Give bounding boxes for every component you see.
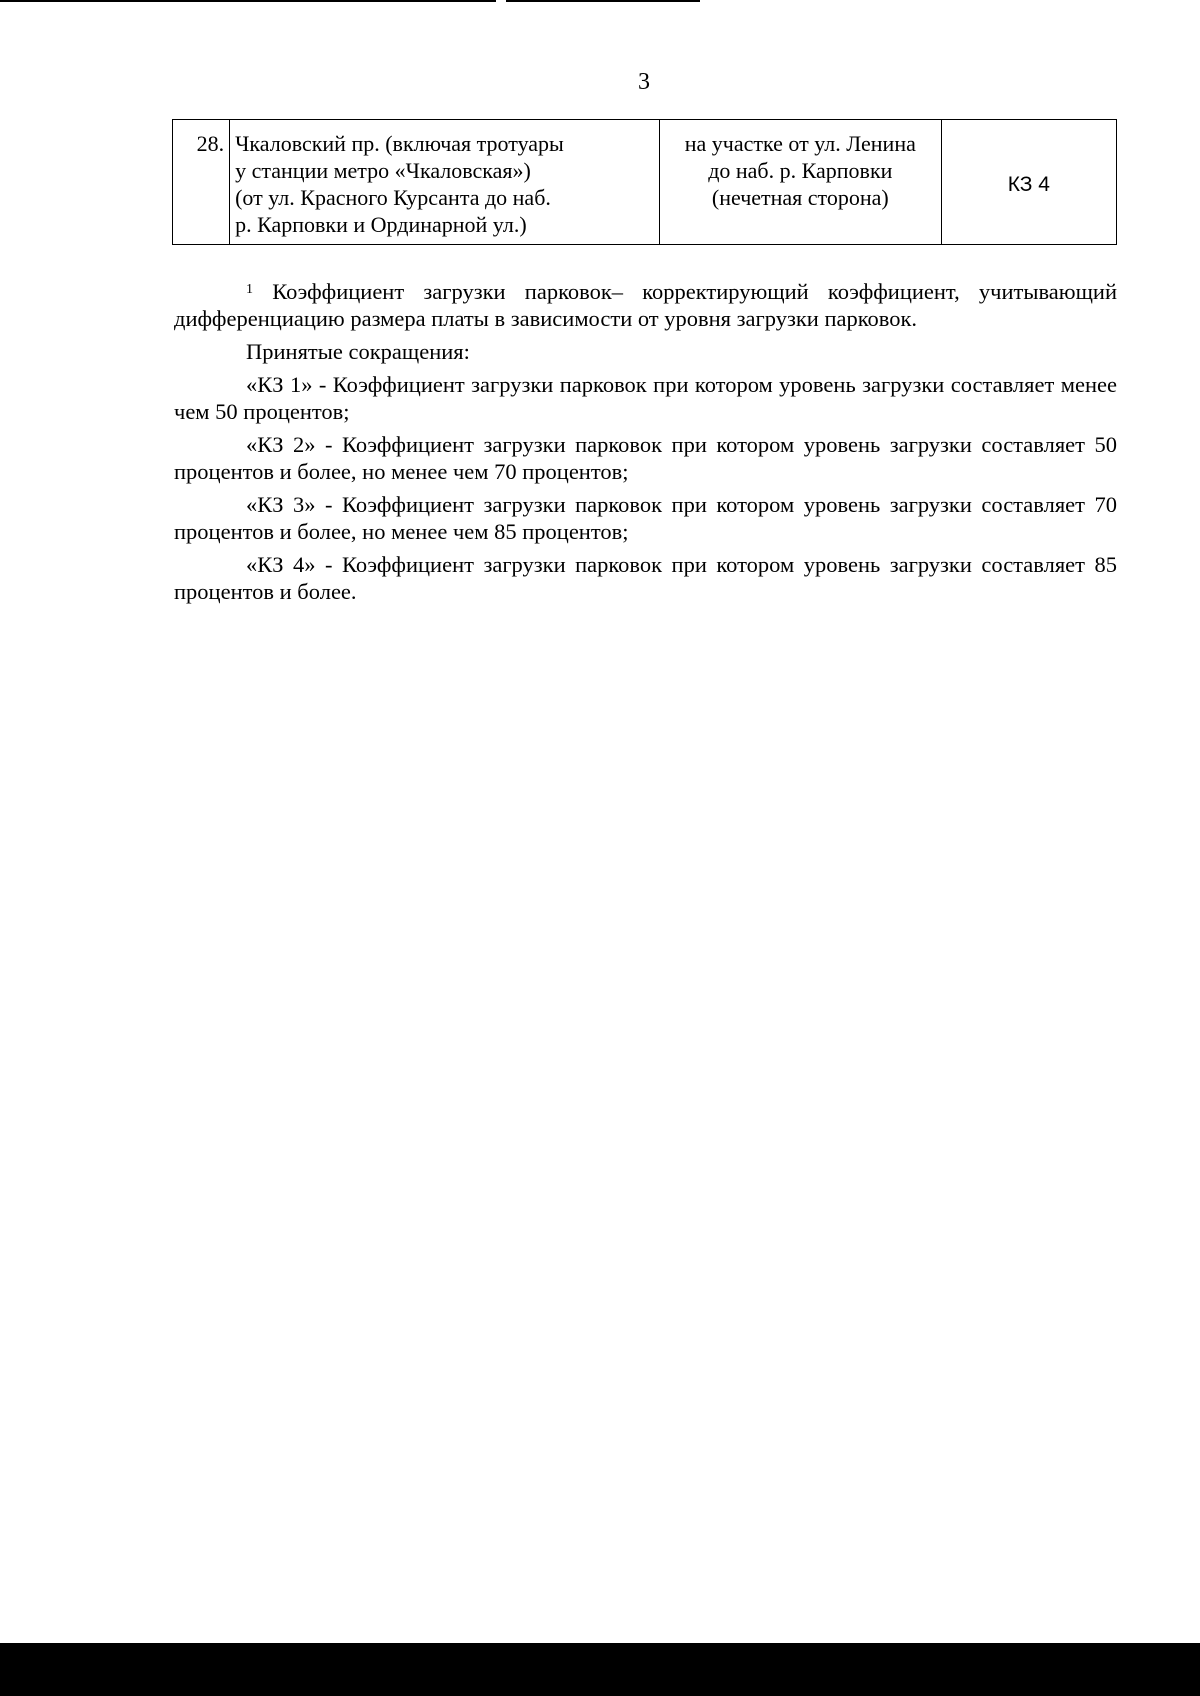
section-line: на участке от ул. Ленина (684, 131, 916, 156)
scan-edge-gap (496, 0, 506, 2)
abbreviation-item: «КЗ 4» - Коэффициент загрузки парковок при котором уровень загрузки составляет 85 процентов и более. (174, 552, 1117, 604)
footnote-text: Коэффициент загрузки парковок– корректирующий коэффициент, учитывающий дифференциацию размера платы в зависимости от уровня загрузки парковок. (174, 279, 1118, 331)
notes-section (174, 278, 1117, 605)
abbreviation-item: «КЗ 2» - Коэффициент загрузки парковок при котором уровень загрузки составляет 50 процентов и более, но менее чем 70 процентов; (174, 432, 1117, 484)
street-line: Чкаловский пр. (включая тротуары (235, 131, 564, 156)
street-cell (230, 120, 660, 245)
page-number: 3 (638, 69, 650, 95)
footnote-paragraph (174, 278, 1117, 332)
section-line: до наб. р. Карповки (708, 158, 893, 183)
coefficient-cell: КЗ 4 (941, 120, 1116, 245)
parking-coefficient-table (172, 119, 1117, 245)
scan-bottom-border (0, 1643, 1200, 1696)
abbreviations-heading: Принятые сокращения: (246, 339, 470, 364)
footnote-mark: 1 (246, 282, 253, 297)
street-line: (от ул. Красного Курсанта до наб. (235, 185, 551, 210)
street-line: р. Карповки и Ординарной ул.) (235, 212, 527, 237)
row-number-cell: 28. (173, 120, 230, 245)
abbreviation-item: «КЗ 1» - Коэффициент загрузки парковок при котором уровень загрузки составляет менее чем 50 процентов; (174, 372, 1117, 424)
scan-edge-line (0, 0, 700, 2)
abbreviation-item: «КЗ 3» - Коэффициент загрузки парковок при котором уровень загрузки составляет 70 процентов и более, но менее чем 85 процентов; (174, 492, 1117, 544)
street-line: у станции метро «Чкаловская») (235, 158, 531, 183)
table-row (173, 120, 1117, 245)
section-line: (нечетная сторона) (711, 185, 889, 210)
section-cell (660, 120, 942, 245)
